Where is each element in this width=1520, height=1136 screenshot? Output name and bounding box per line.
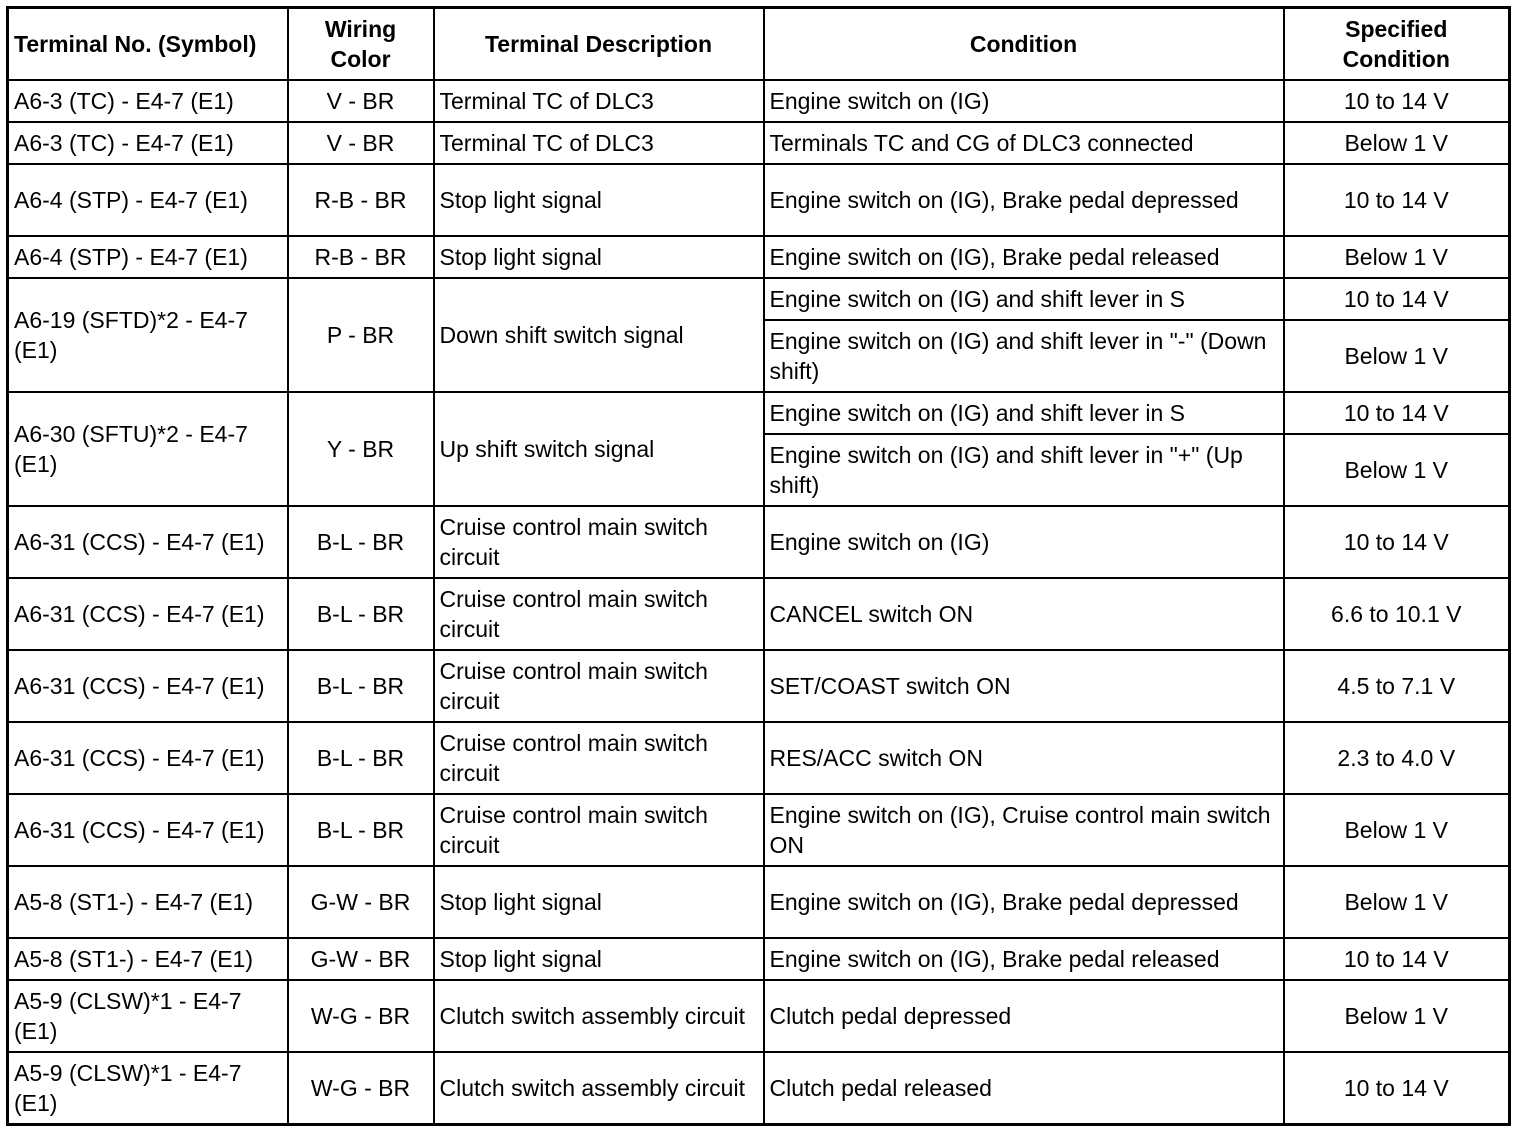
cell-condition: Engine switch on (IG) and shift lever in S	[764, 278, 1284, 320]
table-row	[8, 278, 1510, 320]
header-specified-condition: Specified Condition	[1284, 8, 1510, 81]
cell-description: Cruise control main switch circuit	[434, 506, 764, 578]
table-row	[8, 794, 1510, 866]
cell-terminal: A6-3 (TC) - E4-7 (E1)	[8, 80, 288, 122]
cell-wiring-color: R-B - BR	[288, 164, 434, 236]
cell-terminal: A6-4 (STP) - E4-7 (E1)	[8, 164, 288, 236]
cell-wiring-color: Y - BR	[288, 392, 434, 506]
cell-wiring-color: W-G - BR	[288, 980, 434, 1052]
cell-specified: Below 1 V	[1284, 866, 1510, 938]
cell-description: Up shift switch signal	[434, 392, 764, 506]
cell-specified: Below 1 V	[1284, 122, 1510, 164]
cell-condition: Clutch pedal depressed	[764, 980, 1284, 1052]
table-row	[8, 122, 1510, 164]
cell-condition: Engine switch on (IG)	[764, 506, 1284, 578]
cell-specified: 2.3 to 4.0 V	[1284, 722, 1510, 794]
cell-terminal: A6-31 (CCS) - E4-7 (E1)	[8, 794, 288, 866]
cell-wiring-color: G-W - BR	[288, 938, 434, 980]
cell-condition: RES/ACC switch ON	[764, 722, 1284, 794]
table-row	[8, 1052, 1510, 1125]
cell-specified: Below 1 V	[1284, 794, 1510, 866]
cell-specified: 10 to 14 V	[1284, 1052, 1510, 1125]
table-row	[8, 236, 1510, 278]
cell-specified: 10 to 14 V	[1284, 278, 1510, 320]
cell-specified: 10 to 14 V	[1284, 938, 1510, 980]
cell-description: Cruise control main switch circuit	[434, 650, 764, 722]
cell-specified: Below 1 V	[1284, 236, 1510, 278]
cell-description: Clutch switch assembly circuit	[434, 980, 764, 1052]
cell-condition: Engine switch on (IG), Brake pedal depressed	[764, 866, 1284, 938]
cell-condition: Engine switch on (IG) and shift lever in S	[764, 392, 1284, 434]
cell-wiring-color: B-L - BR	[288, 578, 434, 650]
table-header	[8, 8, 1510, 81]
header-terminal: Terminal No. (Symbol)	[8, 8, 288, 81]
cell-specified: Below 1 V	[1284, 980, 1510, 1052]
table-row	[8, 650, 1510, 722]
table-row	[8, 392, 1510, 434]
cell-terminal: A6-3 (TC) - E4-7 (E1)	[8, 122, 288, 164]
table-row	[8, 722, 1510, 794]
table-row	[8, 578, 1510, 650]
cell-terminal: A6-30 (SFTU)*2 - E4-7 (E1)	[8, 392, 288, 506]
cell-wiring-color: V - BR	[288, 80, 434, 122]
table-row	[8, 980, 1510, 1052]
cell-condition: Clutch pedal released	[764, 1052, 1284, 1125]
cell-condition: Engine switch on (IG), Brake pedal depressed	[764, 164, 1284, 236]
cell-terminal: A5-9 (CLSW)*1 - E4-7 (E1)	[8, 1052, 288, 1125]
terminal-spec-table	[6, 6, 1511, 1126]
table-body	[8, 80, 1510, 1125]
cell-wiring-color: B-L - BR	[288, 650, 434, 722]
cell-specified: 10 to 14 V	[1284, 392, 1510, 434]
cell-specified: Below 1 V	[1284, 434, 1510, 506]
cell-wiring-color: B-L - BR	[288, 722, 434, 794]
cell-condition: Terminals TC and CG of DLC3 connected	[764, 122, 1284, 164]
cell-description: Cruise control main switch circuit	[434, 722, 764, 794]
cell-description: Terminal TC of DLC3	[434, 122, 764, 164]
cell-terminal: A6-4 (STP) - E4-7 (E1)	[8, 236, 288, 278]
cell-terminal: A6-31 (CCS) - E4-7 (E1)	[8, 650, 288, 722]
header-terminal-description: Terminal Description	[434, 8, 764, 81]
cell-description: Cruise control main switch circuit	[434, 794, 764, 866]
table-row	[8, 164, 1510, 236]
cell-condition: Engine switch on (IG) and shift lever in "+" (Up shift)	[764, 434, 1284, 506]
cell-terminal: A5-8 (ST1-) - E4-7 (E1)	[8, 866, 288, 938]
cell-specified: 10 to 14 V	[1284, 80, 1510, 122]
table-row	[8, 506, 1510, 578]
cell-wiring-color: R-B - BR	[288, 236, 434, 278]
cell-condition: SET/COAST switch ON	[764, 650, 1284, 722]
cell-condition: Engine switch on (IG)	[764, 80, 1284, 122]
table-row	[8, 866, 1510, 938]
cell-wiring-color: W-G - BR	[288, 1052, 434, 1125]
cell-wiring-color: P - BR	[288, 278, 434, 392]
header-wiring-color: Wiring Color	[288, 8, 434, 81]
cell-specified: 6.6 to 10.1 V	[1284, 578, 1510, 650]
cell-specified: 4.5 to 7.1 V	[1284, 650, 1510, 722]
cell-description: Stop light signal	[434, 938, 764, 980]
cell-terminal: A6-19 (SFTD)*2 - E4-7 (E1)	[8, 278, 288, 392]
cell-terminal: A6-31 (CCS) - E4-7 (E1)	[8, 578, 288, 650]
cell-terminal: A6-31 (CCS) - E4-7 (E1)	[8, 722, 288, 794]
cell-wiring-color: B-L - BR	[288, 506, 434, 578]
cell-description: Clutch switch assembly circuit	[434, 1052, 764, 1125]
cell-specified: 10 to 14 V	[1284, 164, 1510, 236]
header-condition: Condition	[764, 8, 1284, 81]
cell-terminal: A5-9 (CLSW)*1 - E4-7 (E1)	[8, 980, 288, 1052]
table-row	[8, 938, 1510, 980]
header-row	[8, 8, 1510, 81]
table-row	[8, 80, 1510, 122]
cell-specified: 10 to 14 V	[1284, 506, 1510, 578]
cell-terminal: A5-8 (ST1-) - E4-7 (E1)	[8, 938, 288, 980]
cell-description: Stop light signal	[434, 164, 764, 236]
cell-condition: CANCEL switch ON	[764, 578, 1284, 650]
cell-wiring-color: B-L - BR	[288, 794, 434, 866]
cell-description: Down shift switch signal	[434, 278, 764, 392]
cell-condition: Engine switch on (IG) and shift lever in "-" (Down shift)	[764, 320, 1284, 392]
cell-condition: Engine switch on (IG), Cruise control main switch ON	[764, 794, 1284, 866]
cell-condition: Engine switch on (IG), Brake pedal released	[764, 236, 1284, 278]
cell-description: Terminal TC of DLC3	[434, 80, 764, 122]
cell-description: Stop light signal	[434, 866, 764, 938]
cell-condition: Engine switch on (IG), Brake pedal released	[764, 938, 1284, 980]
cell-description: Cruise control main switch circuit	[434, 578, 764, 650]
cell-specified: Below 1 V	[1284, 320, 1510, 392]
cell-wiring-color: V - BR	[288, 122, 434, 164]
cell-terminal: A6-31 (CCS) - E4-7 (E1)	[8, 506, 288, 578]
cell-description: Stop light signal	[434, 236, 764, 278]
cell-wiring-color: G-W - BR	[288, 866, 434, 938]
